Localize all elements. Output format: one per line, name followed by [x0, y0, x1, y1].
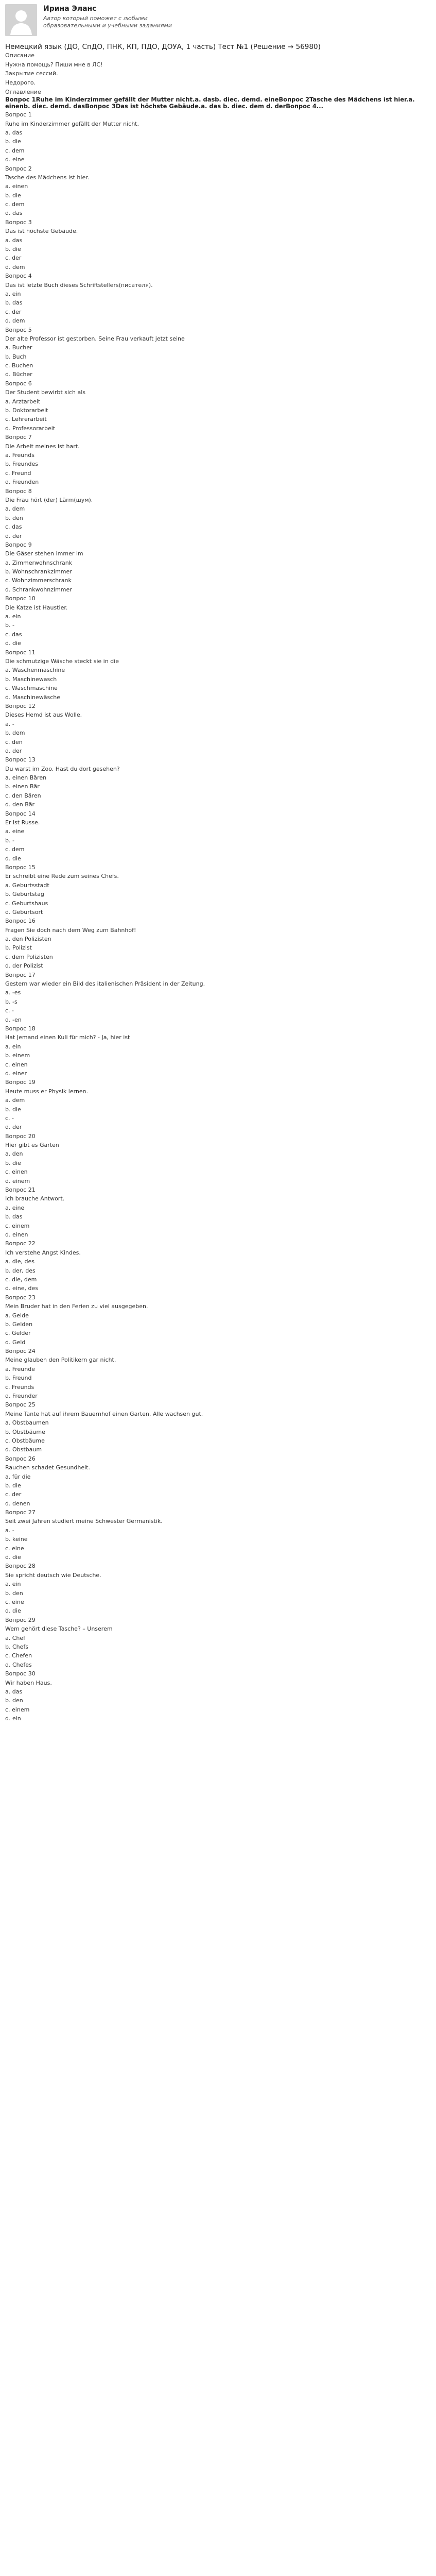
answer-option: b. Chefs	[5, 1643, 28, 1650]
question-text: Der Student bewirbt sich als	[5, 389, 86, 396]
help-text: Нужна помощь? Пиши мне в ЛС!	[5, 61, 103, 68]
question-text: Die Frau hört (der) Lärm(шум).	[5, 496, 93, 503]
question-block	[5, 648, 431, 701]
question-label: Вопрос 15	[5, 863, 36, 871]
answer-option: a. dem	[5, 505, 25, 513]
question-block	[5, 702, 431, 755]
question-block	[5, 809, 431, 862]
answer-option: a. das	[5, 1688, 23, 1695]
question-label: Вопрос 14	[5, 810, 36, 817]
answer-option: d. Geld	[5, 1338, 26, 1346]
answer-option: c. das	[5, 631, 22, 638]
question-text: Die Gäser stehen immer im	[5, 550, 83, 557]
description-heading: Описание	[5, 52, 34, 59]
answer-option: b. das	[5, 299, 23, 307]
question-label: Вопрос 9	[5, 541, 32, 548]
question-block	[5, 1078, 431, 1131]
answer-option: b. einen Bär	[5, 783, 40, 790]
questions-list	[5, 110, 431, 1723]
answer-option: c. -	[5, 1114, 14, 1122]
question-label: Вопрос 28	[5, 1563, 36, 1570]
answer-option: c. einen	[5, 1061, 28, 1068]
question-label: Вопрос 3	[5, 218, 32, 226]
question-text: Meine glauben den Politikern gar nicht.	[5, 1357, 116, 1364]
answer-option: d. der Polizist	[5, 962, 43, 970]
answer-option: d. Geburtsort	[5, 908, 43, 916]
answer-option: d. Bücher	[5, 371, 32, 378]
question-block	[5, 917, 431, 970]
answer-option: b. das	[5, 1213, 23, 1221]
answer-option: d. denen	[5, 1500, 30, 1507]
question-text: Tasche des Mädchens ist hier.	[5, 174, 90, 181]
question-text: Die schmutzige Wäsche steckt sie in die	[5, 657, 119, 665]
question-label: Вопрос 27	[5, 1509, 36, 1516]
question-block	[5, 540, 431, 594]
answer-option: b. einem	[5, 1052, 30, 1059]
question-label: Вопрос 20	[5, 1132, 36, 1140]
answer-option: c. das	[5, 523, 22, 531]
question-block	[5, 594, 431, 648]
answer-option: a. Chef	[5, 1634, 26, 1641]
question-block	[5, 1239, 431, 1293]
question-text: Wir haben Haus.	[5, 1679, 52, 1686]
question-block	[5, 1132, 431, 1185]
answer-option: a. einen	[5, 183, 28, 190]
question-label: Вопрос 13	[5, 756, 36, 764]
answer-option: b. Gelden	[5, 1320, 33, 1328]
question-block	[5, 164, 431, 217]
answer-option: c. dem	[5, 147, 25, 154]
author-card	[5, 4, 431, 42]
question-block	[5, 379, 431, 433]
answer-option: c. den Bären	[5, 792, 41, 799]
answer-option: a. ein	[5, 290, 21, 297]
question-block	[5, 218, 431, 272]
answer-option: a. Freunde	[5, 1365, 36, 1372]
author-info	[43, 4, 198, 29]
answer-option: a. Geburtsstadt	[5, 882, 49, 889]
answer-option: b. den	[5, 1697, 23, 1704]
answer-option: b. Polizist	[5, 944, 32, 952]
answer-option: c. Geburtshaus	[5, 900, 48, 907]
question-text: Mein Bruder hat in den Ferien zu viel ausgegeben.	[5, 1303, 148, 1310]
question-block	[5, 325, 431, 379]
question-block	[5, 1024, 431, 1078]
answer-option: a. Freunds	[5, 452, 34, 459]
answer-option: a. den Polizisten	[5, 936, 51, 943]
avatar[interactable]	[5, 4, 37, 36]
info-section	[5, 51, 431, 96]
question-text: Meine Tante hat auf ihrem Bauernhof einen Garten. Alle wachsen gut.	[5, 1410, 203, 1417]
answer-option: d. einer	[5, 1070, 27, 1077]
answer-option: c. der	[5, 1491, 22, 1498]
question-label: Вопрос 29	[5, 1616, 36, 1623]
question-text: Hier gibt es Garten	[5, 1142, 59, 1149]
question-label: Вопрос 30	[5, 1670, 36, 1677]
answer-option: d. die	[5, 1554, 21, 1561]
answer-option: d. Freunden	[5, 479, 39, 486]
answer-option: a. -es	[5, 989, 21, 996]
author-name[interactable]: Ирина Эланс	[43, 5, 97, 13]
answer-option: c. dem	[5, 846, 25, 853]
answer-option: b. Buch	[5, 353, 27, 360]
answer-option: a. -	[5, 720, 14, 727]
answer-option: b. die	[5, 1482, 21, 1489]
answer-option: d. Chefes	[5, 1661, 32, 1668]
answer-option: b. Freundes	[5, 461, 38, 468]
question-label: Вопрос 25	[5, 1401, 36, 1409]
question-text: Du warst im Zoo. Hast du dort gesehen?	[5, 765, 120, 772]
answer-option: d. einen	[5, 1231, 28, 1238]
answer-option: a. einen Bären	[5, 774, 47, 782]
answer-option: a. Gelde	[5, 1312, 29, 1319]
answer-option: b. -	[5, 622, 14, 629]
answer-option: d. die	[5, 1607, 21, 1615]
question-text: Die Katze ist Haustier.	[5, 604, 68, 611]
answer-option: c. Obstbäume	[5, 1437, 45, 1444]
answer-option: b. die	[5, 138, 21, 145]
toc-heading: Оглавление	[5, 88, 41, 95]
sessions-text: Закрытие сессий.	[5, 70, 58, 77]
question-block	[5, 1400, 431, 1454]
question-text: Sie spricht deutsch wie Deutsche.	[5, 1571, 101, 1579]
answer-option: d. einem	[5, 1177, 30, 1184]
question-text: Hat Jemand einen Kuli für mich? - Ja, hier ist	[5, 1034, 130, 1041]
answer-option: b. den	[5, 1589, 23, 1597]
answer-option: d. den Bär	[5, 801, 35, 808]
answer-option: b. die	[5, 246, 21, 253]
answer-option: a. Obstbaumen	[5, 1419, 49, 1427]
question-block	[5, 1454, 431, 1508]
answer-option: b. den	[5, 514, 23, 521]
question-label: Вопрос 17	[5, 971, 36, 978]
answer-option: d. ein	[5, 1715, 21, 1722]
answer-option: a. Zimmerwohnschrank	[5, 559, 73, 566]
question-block	[5, 755, 431, 809]
answer-option: a. ein	[5, 1581, 21, 1588]
question-label: Вопрос 11	[5, 649, 36, 656]
answer-option: b. Obstbäume	[5, 1428, 45, 1435]
question-text: Das ist letzte Buch dieses Schriftstellers(писателя).	[5, 281, 153, 289]
page-title: Немецкий язык (ДО, СпДО, ПНК, КП, ПДО, ДОУА, 1 часть) Тест №1 (Решение → 56980)	[5, 43, 321, 51]
answer-option: a. eine	[5, 1204, 25, 1211]
question-label: Вопрос 16	[5, 918, 36, 925]
answer-option: a. das	[5, 236, 23, 244]
question-label: Вопрос 2	[5, 165, 32, 172]
user-silhouette-icon	[5, 4, 37, 36]
answer-option: c. Gelder	[5, 1330, 31, 1337]
question-text: Wem gehört diese Tasche? – Unserem	[5, 1625, 113, 1633]
question-block	[5, 110, 431, 164]
answer-option: b. der, des	[5, 1267, 36, 1274]
answer-option: d. die	[5, 855, 21, 862]
question-label: Вопрос 12	[5, 702, 36, 709]
answer-option: b. Freund	[5, 1375, 32, 1382]
answer-option: d. Maschinewäsche	[5, 693, 61, 701]
question-block	[5, 970, 431, 1024]
question-label: Вопрос 6	[5, 380, 32, 387]
question-text: Ich verstehe Angst Kindes.	[5, 1249, 81, 1256]
price-text: Недорого.	[5, 79, 36, 87]
answer-option: d. der	[5, 532, 22, 539]
question-text: Ruhe im Kinderzimmer gefällt der Mutter nicht.	[5, 120, 139, 127]
question-block	[5, 1185, 431, 1239]
question-block	[5, 486, 431, 540]
answer-option: b. keine	[5, 1536, 28, 1543]
question-label: Вопрос 26	[5, 1455, 36, 1462]
question-label: Вопрос 8	[5, 487, 32, 495]
answer-option: a. die, des	[5, 1258, 35, 1265]
answer-option: d. dem	[5, 263, 25, 270]
answer-option: c. der	[5, 308, 22, 315]
answer-option: b. dem	[5, 730, 25, 737]
answer-option: d. Obstbaum	[5, 1446, 42, 1453]
answer-option: d. eine, des	[5, 1285, 39, 1292]
question-block	[5, 433, 431, 486]
answer-option: c. eine	[5, 1545, 24, 1552]
answer-option: c. eine	[5, 1599, 24, 1605]
answer-option: a. für die	[5, 1473, 31, 1480]
answer-option: c. Buchen	[5, 362, 33, 369]
answer-option: a. dem	[5, 1097, 25, 1104]
question-text: Seit zwei Jahren studiert meine Schwester Germanistik.	[5, 1518, 163, 1525]
answer-option: c. Waschmaschine	[5, 685, 58, 692]
question-label: Вопрос 5	[5, 326, 32, 333]
author-description: Автор который поможет с любыми образовательными и учебными заданиями	[43, 15, 172, 29]
answer-option: c. dem Polizisten	[5, 953, 53, 960]
answer-option: d. Freunder	[5, 1393, 38, 1400]
answer-option: a. das	[5, 129, 23, 136]
answer-option: d. dem	[5, 317, 25, 325]
question-label: Вопрос 21	[5, 1187, 36, 1194]
question-block	[5, 863, 431, 917]
answer-option: c. dem	[5, 201, 25, 208]
answer-option: c. Freunds	[5, 1383, 34, 1391]
answer-option: b. -s	[5, 998, 18, 1005]
answer-option: d. -en	[5, 1016, 22, 1023]
answer-option: a. Bucher	[5, 344, 32, 351]
answer-option: b. die	[5, 192, 21, 199]
question-block	[5, 1616, 431, 1669]
question-text: Heute muss er Physik lernen.	[5, 1088, 89, 1095]
answer-option: b. Doktorarbeit	[5, 407, 48, 414]
answer-option: c. Freund	[5, 469, 31, 477]
answer-option: a. ein	[5, 1043, 21, 1050]
answer-option: a. eine	[5, 828, 25, 835]
question-block	[5, 272, 431, 325]
answer-option: b. Geburtstag	[5, 891, 44, 898]
answer-option: d. das	[5, 210, 23, 217]
answer-option: a. Arztarbeit	[5, 398, 41, 405]
answer-option: a. den	[5, 1150, 23, 1158]
question-text: Ich brauche Antwort.	[5, 1195, 65, 1202]
answer-option: c. -	[5, 1007, 14, 1014]
answer-option: c. Lehrerarbeit	[5, 416, 47, 423]
question-label: Вопрос 4	[5, 273, 32, 280]
question-label: Вопрос 7	[5, 434, 32, 441]
questions-summary: Вопрос 1Ruhe im Kinderzimmer gefällt der Mutter nicht.a. dasb. diec. demd. eineВопрос 2Tasche des Mädchens ist hier.a. einenb. diec. demd. dasВопрос 3Das ist höchste Gebäude.a. das b. diec. dem d. derВопрос 4...	[5, 95, 415, 110]
question-text: Der alte Professor ist gestorben. Seine Frau verkauft jetzt seine	[5, 335, 185, 342]
question-text: Gestern war wieder ein Bild des italienischen Präsident in der Zeitung.	[5, 980, 205, 988]
answer-option: d. Schrankwohnzimmer	[5, 586, 72, 593]
answer-option: c. der	[5, 255, 22, 262]
question-label: Вопрос 18	[5, 1025, 36, 1032]
question-label: Вопрос 10	[5, 595, 36, 602]
answer-option: a. ein	[5, 613, 21, 620]
answer-option: b. Maschinewasch	[5, 675, 57, 683]
answer-option: d. der	[5, 1124, 22, 1131]
answer-option: d. eine	[5, 156, 25, 163]
question-label: Вопрос 23	[5, 1294, 36, 1301]
question-text: Die Arbeit meines ist hart.	[5, 443, 80, 450]
answer-option: b. Wohnschrankzimmer	[5, 568, 72, 575]
answer-option: c. die, dem	[5, 1276, 37, 1283]
answer-option: c. den	[5, 738, 23, 745]
question-block	[5, 1508, 431, 1562]
question-label: Вопрос 19	[5, 1079, 36, 1086]
question-text: Fragen Sie doch nach dem Weg zum Bahnhof!	[5, 926, 136, 934]
answer-option: d. die	[5, 640, 21, 647]
question-text: Er schreibt eine Rede zum seines Chefs.	[5, 873, 119, 880]
answer-option: c. einem	[5, 1222, 30, 1229]
question-label: Вопрос 24	[5, 1348, 36, 1355]
answer-option: b. die	[5, 1159, 21, 1166]
answer-option: a. Waschenmaschine	[5, 667, 65, 674]
question-block	[5, 1293, 431, 1347]
question-label: Вопрос 22	[5, 1240, 36, 1247]
question-block	[5, 1562, 431, 1615]
answer-option: c. einen	[5, 1168, 28, 1176]
answer-option: d. Professorarbeit	[5, 425, 56, 432]
answer-option: a. -	[5, 1527, 14, 1534]
question-label: Вопрос 1	[5, 111, 32, 118]
question-text: Dieses Hemd ist aus Wolle.	[5, 711, 82, 719]
question-text: Das ist höchste Gebäude.	[5, 228, 78, 235]
answer-option: b. die	[5, 1106, 21, 1113]
question-text: Er ist Russe.	[5, 819, 40, 826]
answer-option: c. Chefen	[5, 1652, 32, 1659]
question-block	[5, 1669, 431, 1723]
answer-option: d. der	[5, 747, 22, 754]
question-text: Rauchen schadet Gesundheit.	[5, 1464, 90, 1471]
answer-option: c. Wohnzimmerschrank	[5, 577, 72, 584]
question-block	[5, 1347, 431, 1400]
answer-option: c. einem	[5, 1706, 30, 1713]
answer-option: b. -	[5, 837, 14, 844]
